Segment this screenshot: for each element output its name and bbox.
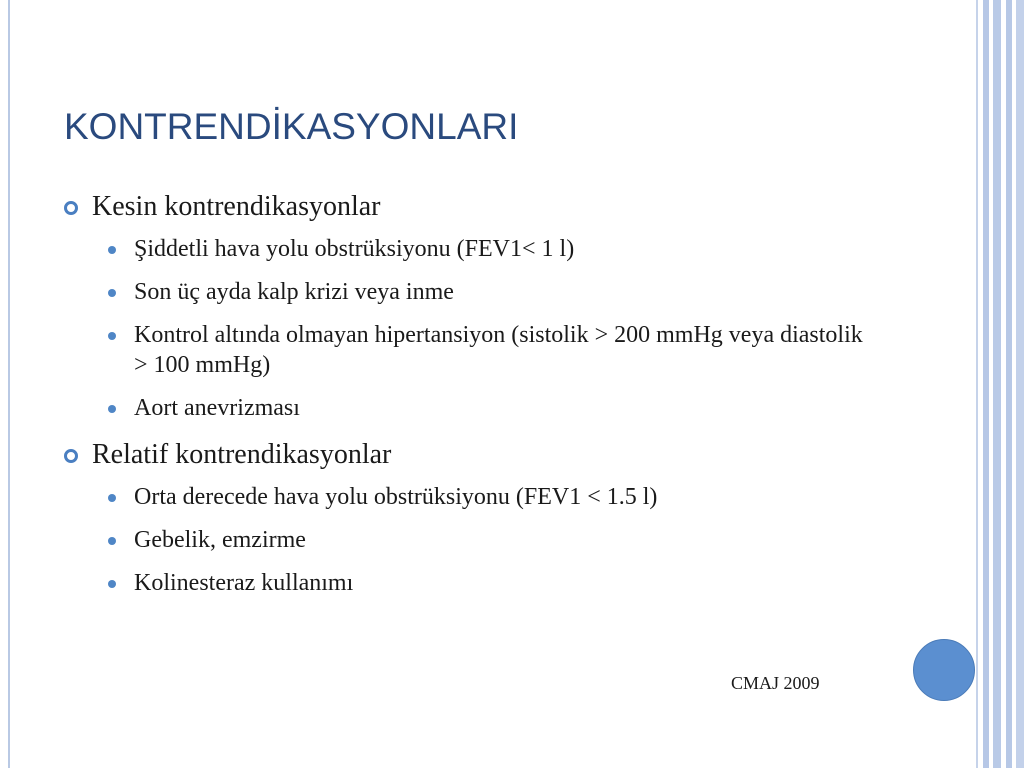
list-item bbox=[64, 482, 904, 512]
ring-bullet-icon bbox=[64, 201, 78, 215]
slide-title: KONTRENDİKASYONLARI bbox=[64, 106, 519, 147]
citation: CMAJ 2009 bbox=[731, 673, 820, 693]
dot-bullet-icon bbox=[108, 246, 116, 254]
list-item bbox=[64, 320, 904, 380]
list-item-text: Aort anevrizması bbox=[134, 395, 300, 421]
section-heading-text: Relatif kontrendikasyonlar bbox=[92, 439, 392, 470]
slide-body bbox=[64, 190, 904, 611]
dot-bullet-icon bbox=[108, 289, 116, 297]
section-heading-text: Kesin kontrendikasyonlar bbox=[92, 191, 381, 222]
blue-circle-decoration bbox=[913, 639, 975, 701]
list-item-text: Orta derecede hava yolu obstrüksiyonu (FEV1 < 1.5 l) bbox=[134, 484, 658, 510]
dot-bullet-icon bbox=[108, 494, 116, 502]
section-heading bbox=[64, 438, 904, 472]
list-item bbox=[64, 234, 904, 264]
right-stripe bbox=[1016, 0, 1024, 768]
list-item-text: Şiddetli hava yolu obstrüksiyonu (FEV1< 1 l) bbox=[134, 236, 575, 262]
dot-bullet-icon bbox=[108, 580, 116, 588]
list-item-text: Kontrol altında olmayan hipertansiyon (sistolik > 200 mmHg veya diastolik > 100 mmHg) bbox=[134, 322, 863, 378]
dot-bullet-icon bbox=[108, 332, 116, 340]
list-item bbox=[64, 277, 904, 307]
list-item bbox=[64, 525, 904, 555]
list-item bbox=[64, 393, 904, 423]
right-stripe bbox=[976, 0, 978, 768]
list-item-text: Kolinesteraz kullanımı bbox=[134, 570, 354, 596]
right-stripe bbox=[983, 0, 989, 768]
section-heading bbox=[64, 190, 904, 224]
dot-bullet-icon bbox=[108, 405, 116, 413]
left-border-line bbox=[8, 0, 10, 768]
list-item-text: Son üç ayda kalp krizi veya inme bbox=[134, 279, 454, 305]
ring-bullet-icon bbox=[64, 449, 78, 463]
right-stripe bbox=[993, 0, 1001, 768]
right-stripe bbox=[1006, 0, 1012, 768]
list-item-text: Gebelik, emzirme bbox=[134, 527, 306, 553]
dot-bullet-icon bbox=[108, 537, 116, 545]
list-item bbox=[64, 568, 904, 598]
